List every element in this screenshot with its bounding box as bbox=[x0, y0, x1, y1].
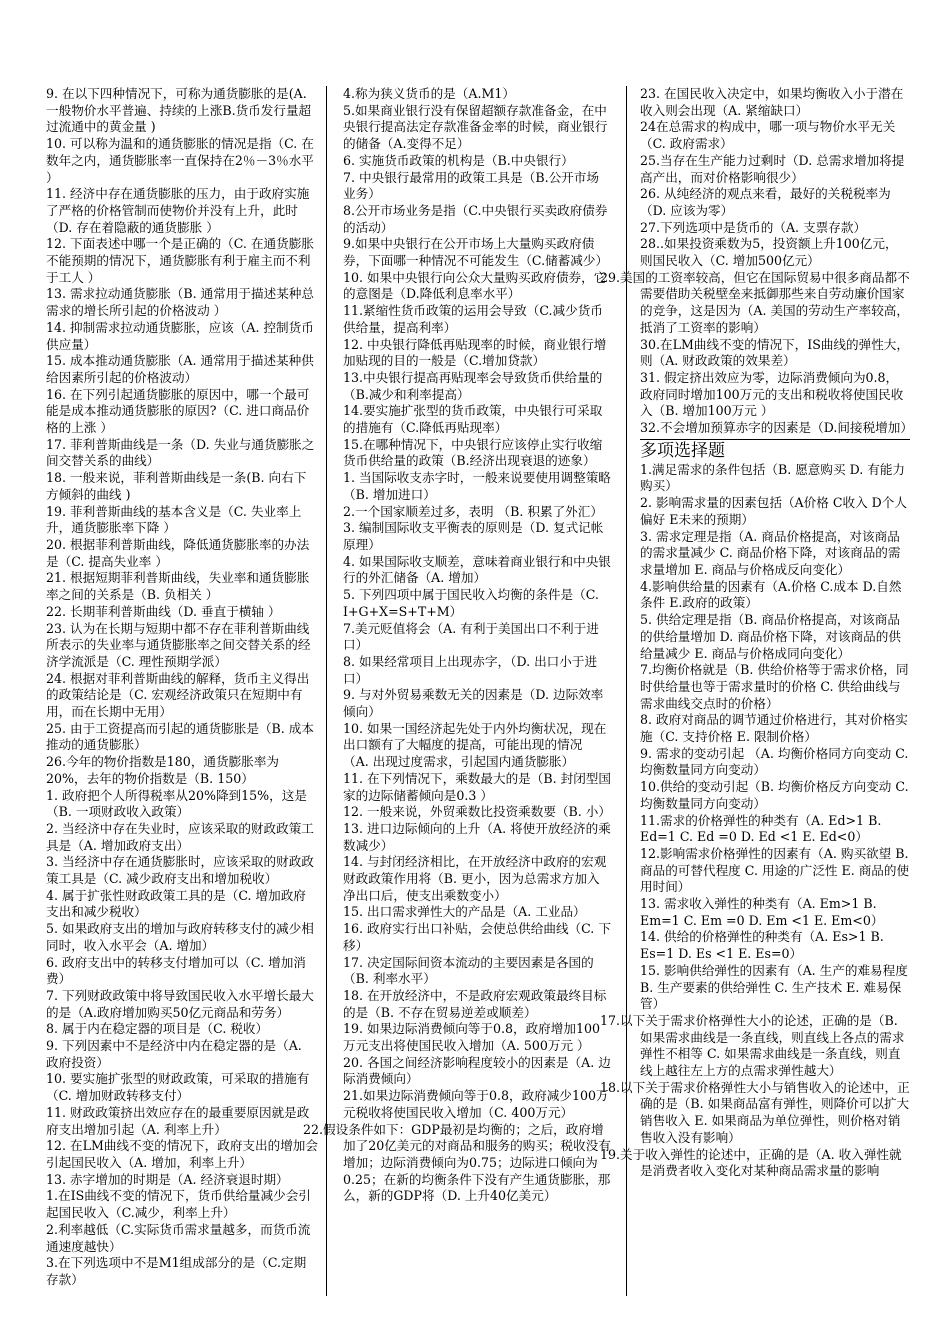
question-item: 5. 下列四项中属于国民收入均衡的条件是（C. I+G+X=S+T+M） bbox=[343, 587, 599, 619]
question-item: 24. 根据对菲利普斯曲线的解释，货币主义得出的政策结论是（C. 宏观经济政策只在短期中有用，而在长期中无用） bbox=[46, 670, 310, 720]
column-divider bbox=[326, 86, 327, 1296]
question-item: 26.今年的物价指数是180，通货膨胀率为20%，去年的物价指数是（B. 150） bbox=[46, 754, 279, 786]
question-item: 14. 与封闭经济相比，在开放经济中政府的宏观财政政策作用将（B. 更小，因为总需求方加入净出口后，使支出乘数变小） bbox=[343, 854, 607, 903]
question-item: 15. 影响供给弹性的因素有（A. 生产的难易程度 B. 生产要素的供给弹性 C. 生产技术 E. 难易保管） bbox=[640, 962, 908, 1012]
question-item: 27.下列选项中是货币的（A. 支票存款） bbox=[640, 219, 867, 235]
question-item: 31. 假定挤出效应为零，边际消费倾向为0.8，政府同时增加100万元的支出和税收将使国民收入（B. 增加100万元 ） bbox=[640, 369, 904, 419]
section-heading-multiple-choice: 多项选择题 bbox=[640, 439, 910, 462]
question-item: 10. 要实施扩张型的财政政策，可采取的措施有（C. 增加财政转移支付） bbox=[46, 1071, 310, 1104]
question-item: 9. 与对外贸易乘数无关的因素是（D. 边际效率倾向） bbox=[343, 687, 604, 720]
question-item: 12.影响需求价格弹性的因素有（A. 购买欲望 B. 商品的可替代程度 C. 用途的广泛性 E. 商品的使用时间） bbox=[640, 845, 910, 895]
question-item: 7. 下列财政政策中将导致国民收入水平增长最大的是（A.政府增加购买50亿元商品和劳务） bbox=[46, 987, 314, 1020]
question-item: 13.中央银行提高再贴现率会导致货币供给量的（B.减少和利率提高） bbox=[343, 369, 603, 402]
question-item: 17. 菲利普斯曲线是一条（D. 失业与通货膨胀之间交替关系的曲线） bbox=[46, 436, 315, 469]
question-item: 26. 从纯经济的观点来看，最好的关税税率为（D. 应该为零） bbox=[640, 186, 891, 218]
question-item: 13. 进口边际倾向的上升（A. 将使开放经济的乘数减少） bbox=[343, 820, 611, 853]
question-item: 21. 根据短期菲利普斯曲线，失业率和通货膨胀率之间的关系是（B. 负相关 ） bbox=[46, 570, 310, 603]
question-item: 6. 政府支出中的转移支付增加可以（C. 增加消费） bbox=[46, 954, 306, 987]
question-item: 10. 可以称为温和的通货膨胀的情况是指（C. 在数年之内，通货膨胀率一直保持在2％－3％水平 ） bbox=[46, 136, 314, 185]
question-item: 1. 当国际收支赤字时，一般来说要使用调整策略（B. 增加进口） bbox=[343, 470, 611, 502]
question-item: 4.称为狭义货币的是（A.M1） bbox=[343, 86, 515, 101]
question-item: 14.要实施扩张型的货币政策，中央银行可采取的措施有（C.降低再贴现率） bbox=[343, 403, 603, 436]
question-item: 7. 中央银行最常用的政策工具是（B.公开市场业务） bbox=[343, 169, 599, 202]
question-item: 32.不会增加预算赤字的因素是（D.间接税增加） bbox=[640, 420, 913, 436]
question-item: 25.当存在生产能力过剩时（D. 总需求增加将提高产出，而对价格影响很少） bbox=[640, 152, 905, 185]
question-item: 3. 需求定理是指（A. 商品价格提高，对该商品的需求量减少 C. 商品价格下降，对该商品的需求量增加 E. 商品与价格成反向变化） bbox=[640, 528, 901, 577]
question-item: 3. 编制国际收支平衡表的原则是（D. 复式记帐原理） bbox=[343, 520, 604, 552]
question-item: 3.在下列选项中不是M1组成部分的是（C.定期存款） bbox=[46, 1255, 307, 1287]
question-item: 15. 成本推动通货膨胀（A. 通常用于描述某种供给因素所引起的价格波动） bbox=[46, 353, 314, 385]
question-item: 16. 政府实行出口补贴，会使总供给曲线（C. 下移） bbox=[343, 921, 611, 953]
question-item: 1.在IS曲线不变的情况下，货币供给量减少会引起国民收入（C.减少，利率上升） bbox=[46, 1188, 311, 1221]
question-item: 8. 如果经常项目上出现赤字，（D. 出口小于进口） bbox=[343, 653, 598, 686]
question-item: 9. 在以下四种情况下，可称为通货膨胀的是(A.一般物价水平普遍、持续的上涨B.货币发行量超过流通中的黄金量 ) bbox=[46, 86, 312, 135]
question-item: 5. 供给定理是指（B. 商品价格提高，对该商品的供给量增加 D. 商品价格下降，对该商品的供给量减少 E. 商品与价格成同向变化） bbox=[640, 612, 901, 661]
question-item: 4. 如果国际收支顺差，意味着商业银行和中央银行的外汇储备（A. 增加） bbox=[343, 553, 611, 586]
question-item: 5.如果商业银行没有保留超额存款准备金，在中央银行提高法定存款准备金率的时候，商业银行的储备（A.变得不足） bbox=[343, 102, 608, 152]
question-item: 18.以下关于需求价格弹性大小与销售收入的论述中，正确的是（B. 如果商品富有弹性，则降价可以扩大销售收入 E. 如果商品为单位弹性，则价格对销售收入没有影响） bbox=[600, 1079, 910, 1145]
question-item: 19. 菲利普斯曲线的基本含义是（C. 失业率上升，通货膨胀率下降 ） bbox=[46, 503, 302, 536]
question-item: 23. 认为在长期与短期中都不存在菲利普斯曲线所表示的失业率与通货膨胀率之间交替关系的经济学流派是（C. 理性预期学派） bbox=[46, 620, 311, 669]
question-item: 14. 供给的价格弹性的种类有（A. Es>1 B. Es=1 D. Es <1 E. Es=0） bbox=[640, 929, 884, 962]
column-middle bbox=[303, 86, 611, 1205]
question-item: 12. 下面表述中哪一个是正确的（C. 在通货膨胀不能预期的情况下，通货膨胀有利于雇主而不利于工人 ） bbox=[46, 236, 314, 285]
question-item: 1.满足需求的条件包括（B. 愿意购买 D. 有能力购买） bbox=[640, 461, 906, 494]
question-item: 12. 中央银行降低再贴现率的时候，商业银行增加贴现的目的一般是（C.增加贷款） bbox=[343, 336, 607, 369]
question-item: 25. 由于工资提高而引起的通货膨胀是（B. 成本推动的通货膨胀） bbox=[46, 720, 314, 753]
question-item: 18. 在开放经济中，不是政府宏观政策最终目标的是（B. 不存在贸易逆差或顺差） bbox=[343, 987, 607, 1020]
question-item: 14. 抑制需求拉动通货膨胀，应该（A. 控制货币供应量） bbox=[46, 319, 314, 352]
question-item: 23. 在国民收入决定中，如果均衡收入小于潜在收入则会出现（A. 紧缩缺口） bbox=[640, 86, 904, 118]
question-item: 9.如果中央银行在公开市场上大量购买政府债券，下面哪一种情况不可能发生（C.储蓄减少） bbox=[343, 236, 609, 269]
question-item: 11.需求的价格弹性的种类有（A. Ed>1 B. Ed=1 C. Ed =0 D. Ed <1 E. Ed<0） bbox=[640, 812, 882, 845]
question-item: 7.均衡价格就是（B. 供给价格等于需求价格，同时供给量也等于需求量时的价格 C. 供给曲线与需求曲线交点时的价格） bbox=[640, 662, 909, 711]
question-item: 30.在LM曲线不变的情况下，IS曲线的弹性大，则（A. 财政政策的效果差） bbox=[640, 336, 909, 369]
question-item: 13. 需求收入弹性的种类有（A. Em>1 B. Em=1 C. Em =0 D. Em <1 E. Em<0） bbox=[640, 896, 884, 928]
question-item: 11.紧缩性货币政策的运用会导致（C.减少货币供给量，提高利率） bbox=[343, 303, 603, 335]
question-item: 18. 一般来说，菲利普斯曲线是一条(B. 向右下方倾斜的曲线 ) bbox=[46, 470, 307, 502]
column-right bbox=[600, 86, 913, 1180]
question-item: 11. 财政政策挤出效应存在的最重要原因就是政府支出增加引起（A. 利率上升） bbox=[46, 1104, 310, 1137]
question-item: 21.如果边际消费倾向等于0.8，政府减少100万元税收将使国民收入增加（C. 400万元） bbox=[343, 1088, 609, 1120]
question-item: 17.以下关于需求价格弹性大小的论述，正确的是（B. 如果需求曲线是一条直线，则直线上各点的需求弹性不相等 C. 如果需求曲线是一条直线，则直线上越往左上方的点需求弹性越大） bbox=[600, 1012, 905, 1079]
question-item: 22. 长期菲利普斯曲线（D. 垂直于横轴 ） bbox=[46, 603, 281, 619]
question-item: 16. 在下列引起通货膨胀的原因中，哪一个最可能是成本推动通货膨胀的原因?（C. 进口商品价格的上涨 ） bbox=[46, 386, 310, 436]
question-item: 6. 实施货币政策的机构是（B.中央银行） bbox=[343, 152, 574, 168]
question-item: 13. 需求拉动通货膨胀（B. 通常用于描述某种总需求的增长所引起的价格波动 ） bbox=[46, 286, 314, 319]
question-item: 19. 如果边际消费倾向等于0.8，政府增加100万元支出将使国民收入增加（A. 500万元 ） bbox=[343, 1021, 601, 1054]
question-item: 2.利率越低（C.实际货币需求量越多，而货币流通速度越快） bbox=[46, 1221, 311, 1254]
question-item: 8. 属于内在稳定器的项目是（C. 税收） bbox=[46, 1021, 269, 1037]
question-item: 28..如果投资乘数为5，投资额上升100亿元，则国民收入（C. 增加500亿元） bbox=[640, 236, 898, 269]
question-item: 3. 当经济中存在通货膨胀时，应该采取的财政政策工具是（C. 减少政府支出和增加税收） bbox=[46, 854, 314, 887]
column-left bbox=[46, 86, 318, 1289]
question-item: 2. 影响需求量的因素包括（A价格 C收入 D个人偏好 E未来的预期） bbox=[640, 495, 907, 527]
question-item: 20. 根据菲利普斯曲线，降低通货膨胀率的办法是（C. 提高失业率 ） bbox=[46, 536, 310, 569]
question-item: 10. 如果中央银行向公众大量购买政府债券，它的意图是（D.降低利息率水平） bbox=[343, 269, 607, 302]
question-item: 5. 如果政府支出的增加与政府转移支付的减少相同时，收入水平会（A. 增加） bbox=[46, 921, 314, 953]
question-item: 1. 政府把个人所得税率从20%降到15%，这是（B. 一项财政收入政策） bbox=[46, 787, 307, 820]
question-item: 12. 在LM曲线不变的情况下，政府支出的增加会引起国民收入（A. 增加，利率上升） bbox=[46, 1138, 318, 1170]
question-item: 12. 一般来说，外贸乘数比投资乘数要（B. 小） bbox=[343, 804, 611, 820]
question-item: 8. 政府对商品的调节通过价格进行，其对价格实施（C. 支持价格 E. 限制价格） bbox=[640, 712, 908, 745]
question-item: 22.假设条件如下：GDP最初是均衡的；之后，政府增加了20亿美元的对商品和服务的购买；税收没有增加；边际消费倾向为0.75；边际进口倾向为0.25；在新的均衡条件下没有产生通货膨胀，那么，新的GDP将（D. 上升40亿美元） bbox=[303, 1121, 611, 1204]
question-item: 2.一个国家顺差过多，表明 （B. 积累了外汇） bbox=[343, 503, 603, 519]
question-item: 15. 出口需求弹性大的产品是（A. 工业品） bbox=[343, 904, 586, 920]
question-item: 2. 当经济中存在失业时，应该采取的财政政策工具是（A. 增加政府支出） bbox=[46, 820, 314, 853]
question-item: 8.公开市场业务是指（C.中央银行买卖政府债券的活动） bbox=[343, 202, 608, 235]
question-item: 4.影响供给量的因素有（A.价格 C.成本 D.自然条件 E.政府的政策） bbox=[640, 578, 902, 611]
question-item: 9. 下列因素中不是经济中内在稳定器的是（A. 政府投资） bbox=[46, 1038, 302, 1070]
question-item: 29.美国的工资率较高，但它在国际贸易中很多商品都不需要借助关税壁垒来抵御那些来自劳动廉价国家的竞争，这是因为（A. 美国的劳动生产率较高，抵消了工资率的影响） bbox=[600, 269, 910, 335]
question-item: 11. 在下列情况下，乘数最大的是（B. 封闭型国家的边际储蓄倾向是0.3 ） bbox=[343, 770, 611, 803]
question-item: 15.在哪种情况下，中央银行应该停止实行收缩货币供给量的政策（B.经济出现衰退的迹象） bbox=[343, 436, 603, 469]
question-item: 17. 决定国际间资本流动的主要因素是各国的（B. 利率水平） bbox=[343, 954, 594, 987]
question-item: 4. 属于扩张性财政政策工具的是（C. 增加政府支出和减少税收） bbox=[46, 887, 306, 920]
question-item: 13. 赤字增加的时期是（A. 经济衰退时期） bbox=[46, 1171, 289, 1187]
column-divider bbox=[626, 86, 627, 1296]
question-item: 9. 需求的变动引起 （A. 均衡价格同方向变动 C. 均衡数量同方向变动） bbox=[640, 745, 909, 778]
question-item: 19.关于收入弹性的论述中，正确的是（A. 收入弹性就是消费者收入变化对某种商品需求量的影响 bbox=[600, 1146, 902, 1179]
question-item: 20. 各国之间经济影响程度较小的因素是（A. 边际消费倾向） bbox=[343, 1054, 611, 1087]
question-item: 24在总需求的构成中，哪一项与物价水平无关（C. 政府需求） bbox=[640, 119, 896, 152]
question-item: 10.供给的变动引起（B. 均衡价格反方向变动 C. 均衡数量同方向变动） bbox=[640, 779, 909, 811]
question-item: 10. 如果一国经济起先处于内外均衡状况，现在出口额有了大幅度的提高，可能出现的情况 （A. 出现过度需求，引起国内通货膨胀） bbox=[343, 720, 607, 770]
question-item: 11. 经济中存在通货膨胀的压力，由于政府实施了严格的价格管制而使物价并没有上升，此时（D. 存在着隐蔽的通货膨胀 ） bbox=[46, 186, 310, 235]
question-item: 7.美元贬值将会（A. 有利于美国出口不利于进口） bbox=[343, 620, 599, 653]
